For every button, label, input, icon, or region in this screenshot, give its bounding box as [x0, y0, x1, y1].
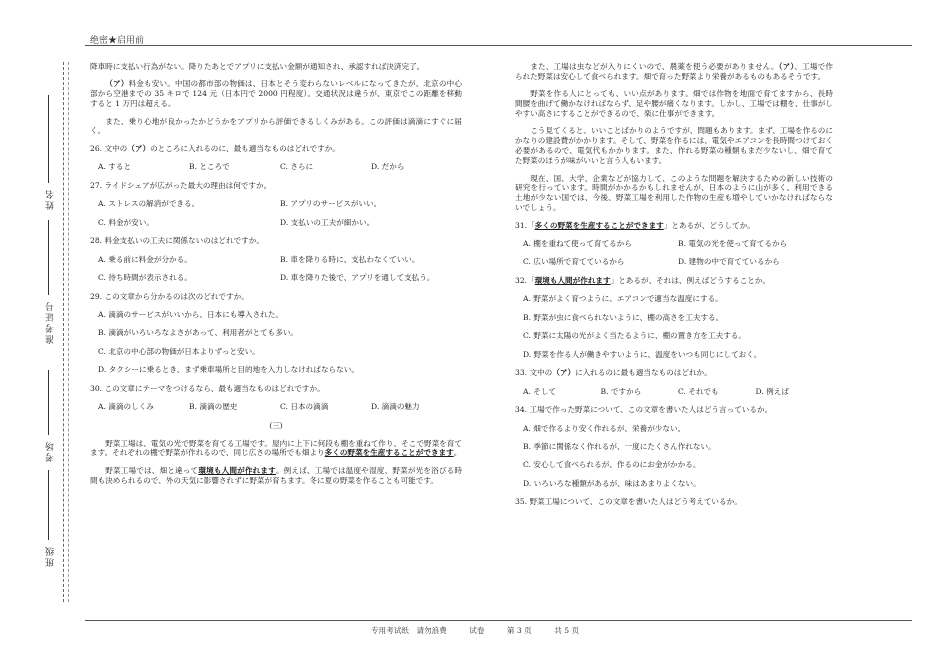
r-p1-end: 、工場で作られた野菜は安心して食べられます。畑で育った野菜より栄養があるものもあるそうです。 [515, 62, 833, 81]
q33-option-d: D. 例えば [755, 386, 789, 396]
side-exam-number-line [48, 220, 49, 295]
question-33 [515, 368, 833, 378]
right-paragraph-2: 野菜を作る人にとっても、いい点があります。畑では作物を地面で育てますから、長時間腰を曲げて働かなければならず、足や腰が痛くなります。しかし、工場では棚を、仕事がしやすい高さにすることができるので、楽に仕事ができます。 [515, 89, 833, 119]
q34-option-b: B. 季節に関係なく作れるが、一度にたくさん作れない。 [523, 441, 716, 451]
q29-option-a: A. 滴滴のサービスがいいから、日本にも導入された。 [98, 310, 283, 320]
side-exam-room-label: 考场 [46, 440, 56, 462]
q32-suffix: 」とあるが、それは、例えばどうすることか。 [610, 275, 771, 285]
q33-suffix: に入れるのに最も適当なものはどれか。 [575, 368, 712, 378]
q34-option-c: C. 安心して食べられるが、作るのにお金がかかる。 [523, 460, 701, 470]
q33-option-c: C. それでも [678, 386, 719, 396]
q34-option-d: D. いろいろな種類があるが、味はあまりよくない。 [523, 478, 701, 488]
left-paragraph-1: 降車時に支払い行為がない。降りたあとでアプリに支払い金額が通知され、承認すれば決済完了。 [90, 62, 425, 71]
q32-prefix: 32.「 [515, 275, 535, 285]
left-paragraph-5 [90, 466, 462, 486]
side-class-label: 班级 [46, 545, 56, 567]
q29-option-d: D. タクシーに乗るとき、まず乗車場所と目的地を入力しなければならない。 [98, 365, 359, 375]
q26-option-d: D. だから [371, 162, 405, 172]
question-29: 29. この文章から分かるのは次のどれですか。 [90, 291, 249, 301]
q32-option-d: D. 野菜を作る人が働きやすいように、温度をいつも同じにしておく。 [523, 349, 762, 359]
p5-end: 。例えば、工場では温度や湿度、野菜が光を浴びる時間も決められるので、外の天気に影響されずに野菜が育ちます。冬に夏の野菜を作ることも可能です。 [90, 465, 463, 485]
p4-text: 野菜工場は、電気の光で野菜を育てる工場です。屋内に上下に何段も棚を重ねて作り、そこで野菜を育てます。それぞれの棚で野菜が作れるので、同じ広さの場所でも畑より [90, 438, 462, 458]
footer-divider [85, 620, 912, 621]
question-28: 28. 料金支払いの工夫に関係ないのはどれですか。 [90, 236, 264, 246]
right-column [515, 62, 833, 516]
q27-option-d: D. 支払いの工夫が細かい。 [280, 217, 375, 227]
footer-page-number: 第 3 页 [506, 626, 532, 635]
question-27: 27. ライドシェアが広がった最大の理由は何ですか。 [90, 180, 272, 190]
q30-options [90, 402, 462, 412]
exam-header: 绝密★启用前 [90, 36, 145, 46]
binding-dashed-line [63, 62, 64, 602]
right-paragraph-1 [515, 62, 833, 82]
q31-option-a: A. 棚を重ねて使って育てるから [523, 239, 632, 248]
left-paragraph-2 [90, 79, 462, 109]
q31-options [515, 239, 833, 267]
question-30: 30. この文章にテーマをつけるなら、最も適当なものはどれですか。 [90, 383, 325, 393]
q30-option-a: A. 滴滴のしくみ [98, 402, 154, 412]
blank-a: （ア） [105, 79, 129, 89]
q26-option-b: B. ところで [189, 162, 230, 172]
side-name-label: 姓名 [46, 188, 56, 210]
side-name-line [48, 95, 49, 183]
q33-options [515, 387, 833, 397]
left-paragraph-4 [90, 439, 462, 459]
q28-options [90, 255, 462, 283]
q31-suffix: 」とあるが、どうしてか。 [663, 220, 755, 230]
q26-options [90, 162, 462, 172]
q32-option-a: A. 野菜がよく育つように、エアコンで適当な温度にする。 [523, 294, 723, 304]
q26-option-c: C. さらに [280, 162, 314, 172]
question-34: 34. 工場で作った野菜について、この文章を書いた人はどう言っているか。 [515, 405, 773, 415]
page-footer [0, 625, 950, 636]
q32-underlined: 環境も人間が作れます [534, 275, 611, 285]
footer-total-pages: 共 5 页 [554, 626, 580, 635]
q34-option-a: A. 畑で作るより安く作れるが、栄養が少ない。 [523, 423, 686, 433]
q28-option-d: D. 車を降りた後で、アプリを通して支払う。 [280, 273, 435, 283]
binding-dashed-line-inner [68, 62, 69, 602]
question-26 [90, 144, 462, 154]
q27-option-a: A. ストレスの解消ができる。 [98, 199, 200, 209]
question-35: 35. 野菜工場について、この文章を書いた人はどう考えているか。 [515, 497, 742, 507]
q33-prefix: 33. 文中の [515, 368, 553, 378]
section-heading: (三) [269, 420, 283, 430]
q28-option-b: B. 車を降りる時に、支払わなくていい。 [280, 254, 420, 264]
question-32 [515, 276, 833, 286]
header-divider [85, 45, 912, 46]
side-exam-room-line [48, 370, 49, 435]
side-class-line [48, 470, 49, 540]
p4-end: 。 [453, 448, 462, 458]
q33-option-b: B. ですから [600, 386, 642, 396]
right-paragraph-4: 現在、国、大学、企業などが協力して、このような問題を解決するための新しい技術の研究を行っています。時間がかかるかもしれませんが、日本のように山が多く、利用できる土地が少ない国では、今後、野菜工場を利用した作物の生産も増やしていかなければならないでしょう。 [515, 173, 833, 213]
right-paragraph-3: こう見てくると、いいことばかりのようですが、問題もあります。まず、工場を作るのにかなりの建設費がかかります。そして、野菜を作るには、電気やエアコンを長時間つけておく必要があるので、電気代もかかります。また、作れる野菜の種類もまだ少ないし、畑で育てた野菜のほうが味がいいと言う人もいます。 [515, 126, 833, 166]
p5-underlined: 環境も人間が作れます [198, 465, 276, 475]
q27-option-c: C. 料金が安い。 [98, 217, 154, 227]
q30-option-d: D. 滴滴の魅力 [371, 402, 420, 412]
q26-suffix: のところに入れるのに、最も適当なものはどれですか。 [150, 143, 340, 153]
q31-option-c: C. 広い場所で育てているから [523, 257, 625, 267]
footer-paper-note: 专用考试纸 请勿浪费 [370, 626, 447, 635]
q31-option-d: D. 建物の中で育てているから [678, 257, 780, 267]
q33-option-a: A. そして [523, 386, 557, 396]
q28-option-c: C. 待ち時間が表示される。 [98, 273, 192, 283]
q29-option-c: C. 北京の中心部の物価が日本よりずっと安い。 [98, 346, 260, 356]
q26-option-a: A. すると [98, 162, 132, 172]
r-p1-blank: （ア） [778, 62, 795, 71]
p5-text: 野菜工場では、畑と違って [105, 465, 199, 475]
q26-prefix: 26. 文中の [90, 143, 128, 153]
r-p1-text: また、工場は虫などが入りにくいので、農薬を使う必要がありません。 [530, 62, 779, 71]
q28-option-a: A. 乗る前に料金が分かる。 [98, 254, 192, 264]
q33-blank: （ア） [552, 368, 576, 378]
q31-prefix: 31.「 [515, 220, 535, 230]
q30-option-b: B. 滴滴の歴史 [189, 402, 238, 412]
left-paragraph-3: また、乗り心地が良かったかどうかをアプリから評価できるしくみがある。この評価は滴滴にすぐに届く。 [90, 116, 462, 136]
left-column [90, 62, 462, 493]
q26-blank: （ア） [127, 143, 151, 153]
question-31 [515, 221, 833, 231]
q31-option-b: B. 電気の光を使って育てるから [678, 239, 788, 248]
q27-option-b: B. アプリのサービスがいい。 [280, 199, 382, 209]
left-paragraph-2-text: 料金も安い。中国の都市部の物価は、日本とそう変わらないレベルになってきたが、北京の中心部から空港までの 35 キロで 124 元（日本円で 2000 円程度）。交通状況は違うが、東京でこの距離を移動すると 1 万円は超える。 [90, 79, 462, 109]
footer-label: 试卷 [469, 626, 485, 635]
side-exam-number-label: 准考证号 [46, 300, 56, 344]
q32-option-c: C. 野菜に太陽の光がよく当たるように、棚の置き方を工夫する。 [523, 331, 746, 341]
p4-underlined: 多くの野菜を生産することができます [324, 448, 454, 458]
q32-option-b: B. 野菜が虫に食べられないように、棚の高さを工夫する。 [523, 312, 724, 322]
q27-options [90, 199, 462, 227]
q29-option-b: B. 滴滴がいろいろなよさがあって、利用者がとても多い。 [98, 328, 299, 338]
q31-underlined: 多くの野菜を生産することができます [534, 220, 664, 230]
q30-option-c: C. 日本の滴滴 [280, 402, 329, 412]
